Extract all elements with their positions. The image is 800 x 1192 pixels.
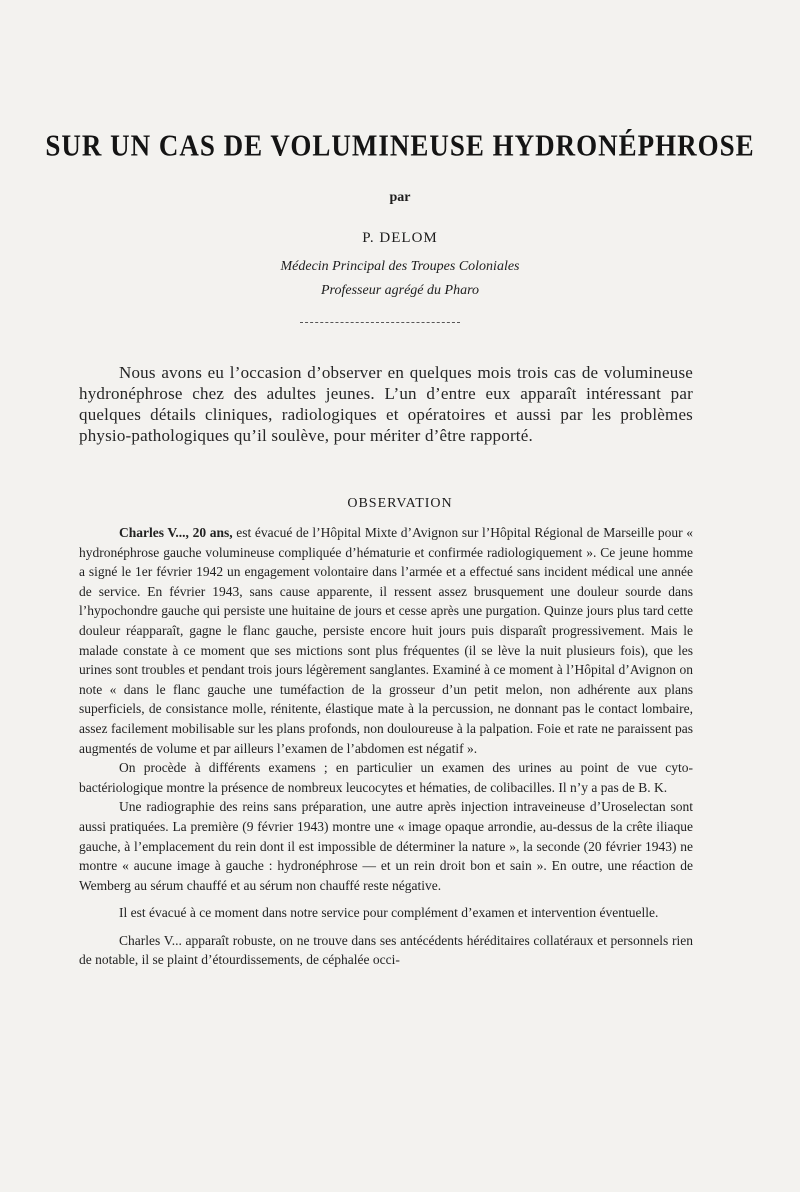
observation-body — [79, 523, 693, 970]
section-heading: OBSERVATION — [347, 496, 453, 511]
author-name: P. DELOM — [362, 230, 438, 246]
body-paragraph: Charles V... apparaît robuste, on ne trouve dans ses antécédents héréditaires collatéraux et personnels rien de notable, il se plaint d’étourdissements, de céphalée occi- — [79, 932, 693, 968]
body-paragraph: Une radiographie des reins sans préparation, une autre après injection intraveineuse d’Uroselectan sont aussi pratiquées. La première (9 février 1943) montre une « image opaque arrondie, au-dessus de la crête iliaque gauche, à l’emplacement du rein dont il est impossible de déterminer la nature », la seconde (20 février 1943) ne montre « aucune image à gauche : hydronéphrose — et un rein droit bon et sain ». En outre, une réaction de Wemberg au sérum chauffé et au sérum non chauffé reste négative. — [79, 799, 693, 893]
intro-section — [79, 362, 693, 446]
body-paragraph: On procède à différents examens ; en particulier un examen des urines au point de vue cyto-bactériologique montre la présence de nombreux leucocytes et hématies, de colibacilles. Il n’y a pas de B. K. — [79, 760, 693, 795]
body-paragraph — [79, 523, 693, 758]
article-title: SUR UN CAS DE VOLUMINEUSE HYDRONÉPHROSE — [45, 127, 755, 163]
patient-lead: Charles V..., 20 ans, — [119, 525, 233, 540]
paragraph-text: est évacué de l’Hôpital Mixte d’Avignon sur l’Hôpital Régional de Marseille pour « hydronéphrose gauche volumineuse compliquée d’hématurie et confirmée radiologiquement ». Ce jeune homme a signé le 1er février 1942 un engagement volontaire dans l’armée et a effectué sans incident médical une année de service. En février 1943, sans cause apparente, il ressent assez brusquement une douleur sourde dans l’hypochondre gauche qui persiste une huitaine de jours et cesse après une purgation. Quinze jours plus tard cette douleur réapparaît, gagne le flanc gauche, persiste encore huit jours puis disparaît progressivement. Mais le malade constate à ce moment que ses mictions sont plus fréquentes (il se lève la nuit plusieurs fois), que les urines sont troubles et pendant trois jours légèrement sanglantes. Examiné à ce moment à l’Hôpital d’Avignon on note « dans le flanc gauche une tuméfaction de la grosseur d’un petit melon, non adhérente aux plans superficiels, de consistance molle, rénitente, élastique mate à la percussion, ne donnant pas le contact lombaire, assez facilement mobilisable sur les plans profonds, non douloureuse à la palpation. Foie et rate ne paraissent pas augmentés de volume et par ailleurs l’examen de l’abdomen est négatif ». — [79, 525, 693, 756]
body-paragraph: Il est évacué à ce moment dans notre service pour complément d’examen et intervention éventuelle. — [119, 905, 659, 921]
byline-par: par — [389, 190, 411, 205]
author-affiliation-1: Médecin Principal des Troupes Coloniales — [280, 259, 520, 274]
author-affiliation-2: Professeur agrégé du Pharo — [321, 283, 479, 298]
separator-rule — [300, 322, 460, 323]
intro-paragraph: Nous avons eu l’occasion d’observer en quelques mois trois cas de volumineuse hydronéphrose chez des adultes jeunes. L’un d’entre eux apparaît intéressant par quelques détails cliniques, radiologiques et opératoires et aussi par les problèmes physio-pathologiques qu’il soulève, pour mériter d’être rapporté. — [79, 363, 693, 445]
